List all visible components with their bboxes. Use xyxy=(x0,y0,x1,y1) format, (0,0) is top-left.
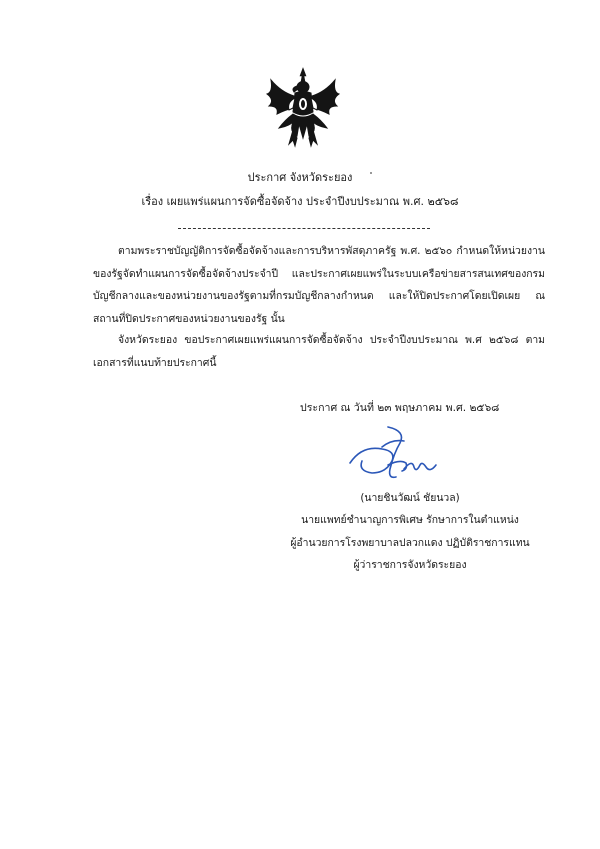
announcement-subject: เรื่อง เผยแพร่แผนการจัดซื้อจัดจ้าง ประจำปีงบประมาณ พ.ศ. ๒๕๖๘ xyxy=(141,195,459,208)
signer-title-line-3: ผู้ว่าราชการจังหวัดระยอง xyxy=(353,559,467,572)
scan-speck xyxy=(370,172,372,174)
body-paragraph-2: จังหวัดระยอง ขอประกาศเผยแพร่แผนการจัดซื้อจัดจ้าง ประจำปีงบประมาณ พ.ศ ๒๕๖๘ ตามเอกสารที่แนบท้ายประกาศนี้ xyxy=(93,334,545,369)
signer-name: (นายชินวัฒน์ ชัยนวล) xyxy=(360,492,460,504)
dashed-separator xyxy=(178,228,430,229)
body-paragraph-1: ตามพระราชบัญญัติการจัดซื้อจัดจ้างและการบริหารพัสดุภาครัฐ พ.ศ. ๒๕๖๐ กำหนดให้หน่วยงานของรัฐจัดทำแผนการจัดซื้อจัดจ้างประจำปี และประกาศเผยแพร่ในระบบเครือข่ายสารสนเทศของกรมบัญชีกลางและของหน่วยงานของรัฐตามที่กรมบัญชีกลางกำหนด และให้ปิดประกาศโดยเปิดเผย ณ สถานที่ปิดประกาศของหน่วยงานของรัฐ นั้น xyxy=(93,245,545,325)
handwritten-signature xyxy=(348,425,440,485)
garuda-emblem-icon xyxy=(263,66,343,148)
signer-title-line-2: ผู้อำนวยการโรงพยาบาลปลวกแดง ปฏิบัติราชการแทน xyxy=(290,536,530,549)
announcement-title: ประกาศ จังหวัดระยอง xyxy=(247,171,353,184)
announcement-date: ประกาศ ณ วันที่ ๒๓ พฤษภาคม พ.ศ. ๒๕๖๘ xyxy=(300,402,500,414)
signer-title-line-1: นายแพทย์ชำนาญการพิเศษ รักษาการในตำแหน่ง xyxy=(301,514,519,527)
signer-block xyxy=(270,487,550,577)
